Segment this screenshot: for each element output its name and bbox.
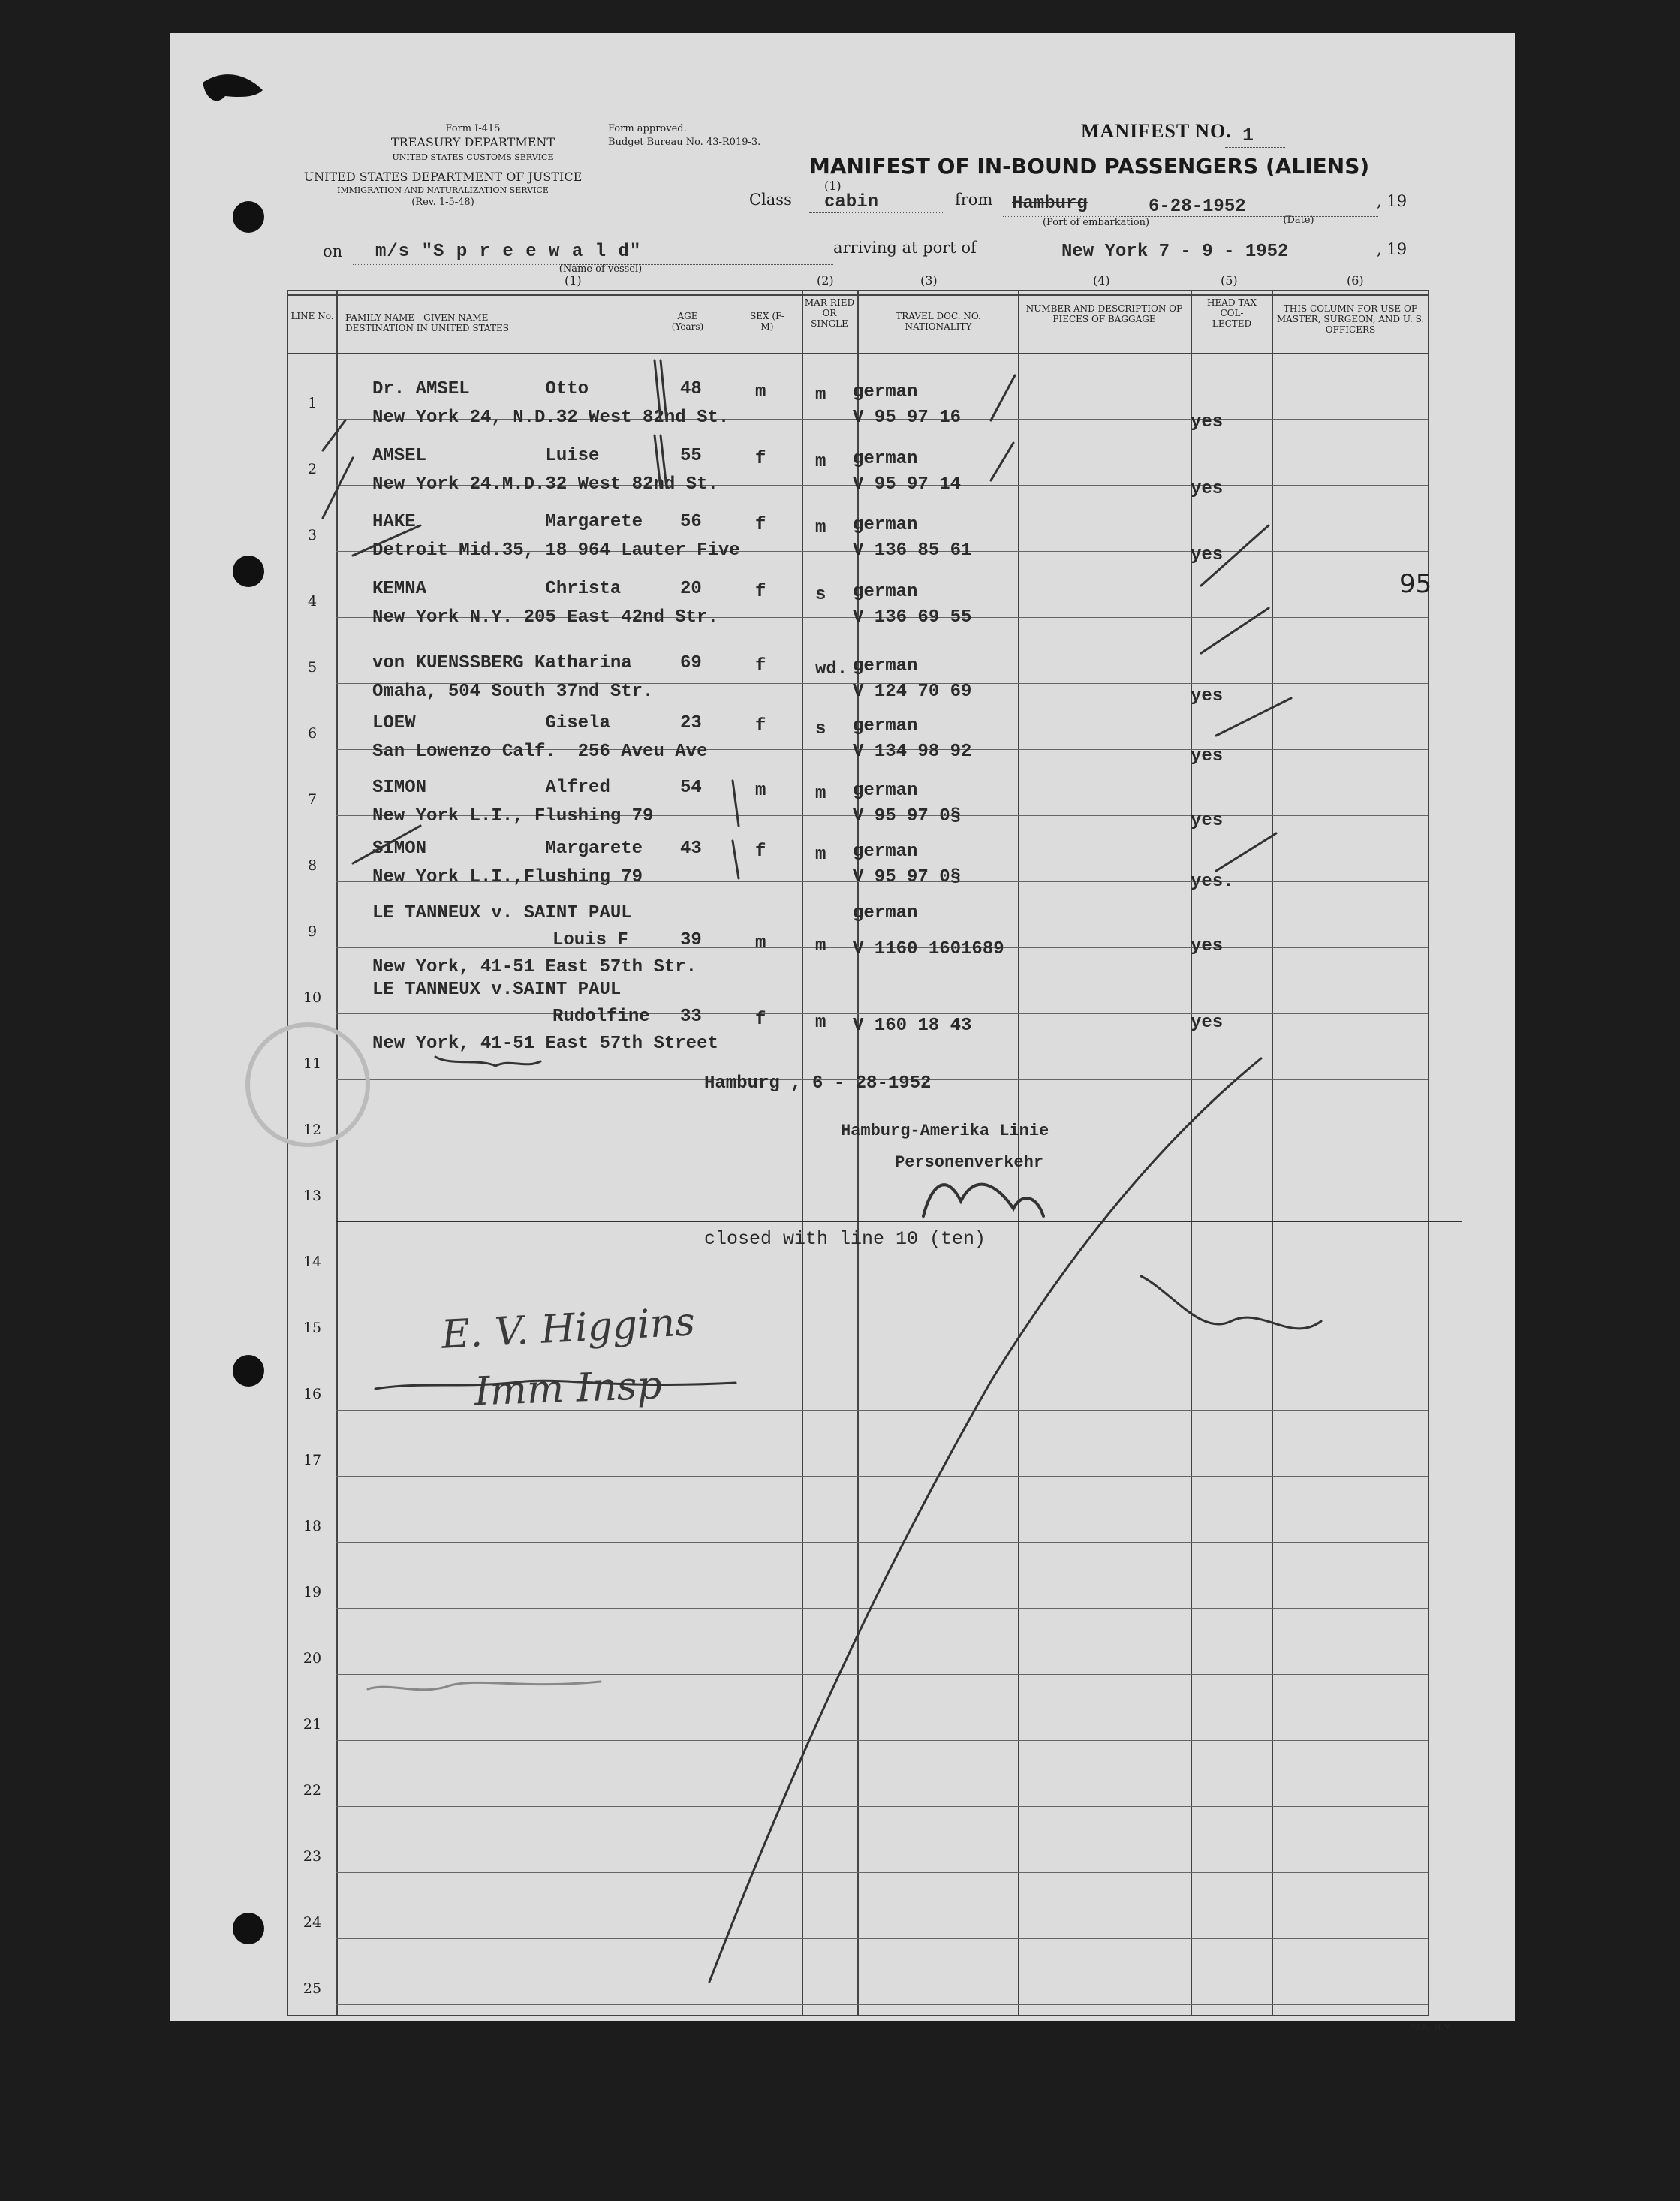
class-label: Class	[749, 191, 792, 209]
passenger-nationality: german	[853, 656, 918, 676]
section-1: (1)	[824, 179, 842, 193]
col-num-3: (3)	[920, 273, 938, 288]
col-sex: SEX (F-M)	[750, 311, 784, 332]
passenger-travel-doc: V 136 69 55	[853, 607, 972, 628]
col-num-4: (4)	[1093, 273, 1110, 288]
line-number: 15	[303, 1320, 322, 1336]
passenger-sex: f	[755, 582, 766, 602]
passenger-head-tax: yes	[1191, 936, 1224, 956]
shipping-line: Hamburg-Amerika Linie	[841, 1122, 1049, 1140]
manifest-title: MANIFEST OF IN-BOUND PASSENGERS (ALIENS)	[809, 154, 1370, 179]
vessel-caption: (Name of vessel)	[558, 263, 643, 275]
passenger-name: KEMNA Christa	[372, 579, 622, 599]
passenger-age: 33	[680, 1007, 702, 1027]
passenger-nationality: german	[853, 582, 918, 602]
passenger-age: 56	[680, 512, 702, 532]
line-number: 14	[303, 1254, 322, 1270]
line-number: 23	[303, 1848, 322, 1865]
passenger-nationality: german	[853, 716, 918, 736]
passenger-destination: New York, 41-51 East 57th Street	[372, 1034, 718, 1054]
line-number: 19	[303, 1584, 322, 1600]
line-number: 16	[303, 1386, 322, 1402]
from-label: from	[955, 191, 993, 209]
line-number: 22	[303, 1782, 322, 1799]
passenger-destination: Detroit Mid.35, 18 964 Lauter Five	[372, 540, 740, 561]
year-label-2: , 19	[1377, 240, 1408, 258]
passenger-given-name: Louis F	[552, 930, 628, 950]
col-headtax: HEAD TAX COL-LECTED	[1207, 297, 1257, 329]
passenger-age: 23	[680, 713, 702, 733]
line-number: 5	[307, 659, 318, 676]
col-age: AGE (Years)	[671, 311, 704, 332]
col-officers: THIS COLUMN FOR USE OF MASTER, SURGEON, AND U. S. OFFICERS	[1276, 303, 1425, 335]
passenger-name: LE TANNEUX v. SAINT PAUL	[372, 903, 632, 923]
passenger-travel-doc: V 134 98 92	[853, 742, 972, 762]
line-number: 21	[303, 1716, 322, 1733]
line-number: 1	[307, 395, 318, 411]
from-date: 6-28-1952	[1149, 197, 1246, 217]
passenger-travel-doc: V 1160 1601689	[853, 939, 1004, 959]
line-number: 18	[303, 1518, 322, 1534]
col-num-6: (6)	[1347, 273, 1364, 288]
passenger-nationality: german	[853, 781, 918, 801]
line-number: 17	[303, 1452, 322, 1468]
passenger-name: LOEW Gisela	[372, 713, 610, 733]
line-number: 6	[307, 725, 318, 742]
passenger-travel-doc: V 95 97 14	[853, 474, 962, 495]
passenger-name: SIMON Alfred	[372, 778, 610, 798]
line-number: 9	[307, 923, 318, 940]
passenger-marital-status: wd.	[815, 659, 848, 679]
passenger-nationality: german	[853, 515, 918, 535]
line-number: 20	[303, 1650, 322, 1667]
col-num-2: (2)	[817, 273, 834, 288]
col-baggage: NUMBER AND DESCRIPTION OF PIECES OF BAGGAGE	[1025, 303, 1183, 324]
line-number: 2	[307, 461, 318, 477]
passenger-destination: Omaha, 504 South 37nd Str.	[372, 682, 654, 702]
passenger-sex: f	[755, 1010, 766, 1030]
passenger-marital-status: m	[815, 784, 826, 804]
ins: IMMIGRATION AND NATURALIZATION SERVICE	[337, 185, 549, 195]
passenger-sex: m	[755, 933, 766, 953]
passenger-travel-doc: V 124 70 69	[853, 682, 972, 702]
passenger-destination: New York, 41-51 East 57th Str.	[372, 957, 697, 977]
arriving-label: arriving at port of	[833, 239, 977, 257]
passenger-sex: m	[755, 781, 766, 801]
line-number: 4	[307, 593, 318, 610]
line-number: 11	[303, 1055, 322, 1072]
passenger-head-tax: yes	[1191, 811, 1224, 831]
passenger-nationality: german	[853, 842, 918, 862]
form-approved: Form approved.	[608, 123, 687, 134]
passenger-nationality: german	[853, 449, 918, 469]
passenger-sex: f	[755, 515, 766, 535]
line-number: 7	[307, 791, 318, 808]
passenger-marital-status: m	[815, 385, 826, 405]
col-married: MAR-RIED OR SINGLE	[804, 297, 855, 329]
passenger-head-tax: yes	[1191, 412, 1224, 432]
passenger-sex: f	[755, 449, 766, 469]
form-number: Form I-415	[445, 123, 501, 134]
passenger-sex: f	[755, 656, 766, 676]
shipping-dept: Personenverkehr	[895, 1153, 1044, 1172]
passenger-marital-status: m	[815, 518, 826, 538]
passenger-marital-status: s	[815, 585, 826, 605]
passenger-name: LE TANNEUX v.SAINT PAUL	[372, 980, 622, 1000]
line-number: 10	[303, 989, 322, 1006]
line-number: 24	[303, 1914, 322, 1931]
passenger-sex: f	[755, 842, 766, 862]
passenger-nationality: german	[853, 382, 918, 402]
manifest-no: 1	[1242, 125, 1254, 146]
passenger-destination: San Lowenzo Calf. 256 Aveu Ave	[372, 742, 708, 762]
col-name: FAMILY NAME—GIVEN NAME DESTINATION IN UNITED STATES	[345, 312, 509, 333]
passenger-marital-status: m	[815, 452, 826, 472]
passenger-marital-status: m	[815, 1013, 826, 1033]
passenger-age: 69	[680, 653, 702, 673]
passenger-sex: f	[755, 716, 766, 736]
arrival-port-date: New York 7 - 9 - 1952	[1061, 242, 1289, 262]
passenger-sex: m	[755, 382, 766, 402]
margin-number: 95	[1399, 569, 1432, 599]
vessel-name: m/s "S p r e e w a l d"	[375, 242, 642, 262]
col-num-5: (5)	[1221, 273, 1238, 288]
passenger-nationality: german	[853, 903, 918, 923]
justice-dept: UNITED STATES DEPARTMENT OF JUSTICE	[303, 170, 583, 184]
passenger-age: 43	[680, 839, 702, 859]
line-number: 13	[303, 1188, 322, 1204]
passenger-head-tax: yes	[1191, 545, 1224, 565]
place-date: Hamburg , 6 - 28-1952	[704, 1073, 932, 1094]
passenger-given-name: Rudolfine	[552, 1007, 650, 1027]
passenger-travel-doc: V 136 85 61	[853, 540, 972, 561]
passenger-destination: New York 24.M.D.32 West 82nd St.	[372, 474, 718, 495]
port-embarkation-caption: (Port of embarkation)	[1042, 217, 1150, 228]
passenger-destination: New York N.Y. 205 East 42nd Str.	[372, 607, 718, 628]
budget-bureau: Budget Bureau No. 43-R019-3.	[608, 137, 761, 148]
col-line: LINE No.	[291, 311, 334, 321]
passenger-name: AMSEL Luise	[372, 446, 600, 466]
passenger-head-tax: yes.	[1191, 872, 1234, 892]
customs-service: UNITED STATES CUSTOMS SERVICE	[392, 152, 554, 162]
passenger-marital-status: m	[815, 845, 826, 865]
line-number: 25	[303, 1980, 322, 1997]
closed-with-line: closed with line 10 (ten)	[704, 1228, 986, 1250]
passenger-travel-doc: V 95 97 0§	[853, 806, 962, 827]
passenger-travel-doc: V 95 97 16	[853, 408, 962, 428]
passenger-destination: New York L.I., Flushing 79	[372, 806, 654, 827]
manifest-no-label: MANIFEST NO.	[1081, 120, 1232, 142]
passenger-travel-doc: V 95 97 0§	[853, 867, 962, 887]
revision: (Rev. 1-5-48)	[411, 197, 474, 208]
printer-mark: PAR. N.Y.	[1410, 2022, 1452, 2032]
passenger-head-tax: yes	[1191, 479, 1224, 499]
passenger-head-tax: yes	[1191, 746, 1224, 766]
passenger-destination: New York L.I.,Flushing 79	[372, 867, 643, 887]
passenger-marital-status: s	[815, 719, 826, 739]
on-label: on	[323, 242, 343, 260]
passenger-travel-doc: V 160 18 43	[853, 1016, 972, 1036]
class-value: cabin	[824, 192, 879, 212]
col-doc: TRAVEL DOC. NO. NATIONALITY	[896, 311, 981, 332]
passenger-name: SIMON Margarete	[372, 839, 643, 859]
col-num-1: (1)	[565, 273, 582, 288]
passenger-destination: New York 24, N.D.32 West 82nd St.	[372, 408, 730, 428]
passenger-age: 55	[680, 446, 702, 466]
signature-inspector: E. V. Higgins	[440, 1299, 697, 1358]
year-label: , 19	[1377, 192, 1408, 210]
signature-inspector-2: Imm Insp	[474, 1362, 663, 1415]
from-port: Hamburg	[1012, 194, 1088, 214]
passenger-age: 20	[680, 579, 702, 599]
passenger-head-tax: yes	[1191, 686, 1224, 706]
line-number: 3	[307, 527, 318, 543]
line-number: 8	[307, 857, 318, 874]
passenger-name: Dr. AMSEL Otto	[372, 379, 589, 399]
date-caption: (Date)	[1283, 215, 1314, 226]
passenger-marital-status: m	[815, 936, 826, 956]
passenger-name: HAKE Margarete	[372, 512, 643, 532]
line-number: 12	[303, 1122, 322, 1138]
passenger-head-tax: yes	[1191, 1013, 1224, 1033]
passenger-name: von KUENSSBERG Katharina	[372, 653, 632, 673]
passenger-age: 39	[680, 930, 702, 950]
passenger-age: 48	[680, 379, 702, 399]
passenger-age: 54	[680, 778, 702, 798]
treasury-dept: TREASURY DEPARTMENT	[390, 135, 555, 149]
